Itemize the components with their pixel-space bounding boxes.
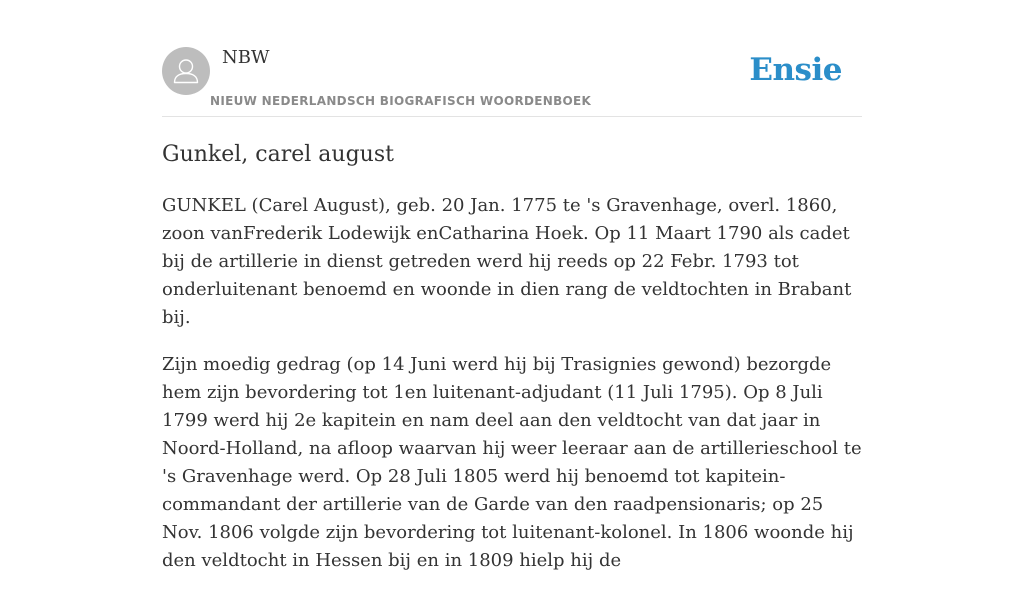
brand-logo[interactable]: Ensie: [749, 52, 842, 88]
user-silhouette-icon: [162, 47, 210, 95]
author-name[interactable]: NBW: [222, 47, 270, 68]
article-header: [162, 46, 862, 117]
article-paragraph: Zijn moedig gedrag (op 14 Juni werd hij bij Trasignies gewond) bezorgde hem zijn bevordering tot 1en luitenant-adjudant (11 Juli 1795). Op 8 Juli 1799 werd hij 2e kapitein en nam deel aan den veldtocht van dat jaar in Noord-Holland, na afloop waarvan hij weer leeraar aan de artillerieschool te 's Gravenhage werd. Op 28 Juli 1805 werd hij benoemd tot kapitein-commandant der artillerie van de Garde van den raadpensionaris; op 25 Nov. 1806 volgde zijn bevordering tot luitenant-kolonel. In 1806 woonde hij den veldtocht in Hessen bij en in 1809 hielp hij de: [162, 354, 862, 571]
author-avatar[interactable]: [162, 47, 210, 95]
article-title: Gunkel, carel august: [162, 142, 394, 167]
article-body: [162, 192, 862, 594]
article-paragraph: GUNKEL (Carel August), geb. 20 Jan. 1775 te 's Gravenhage, overl. 1860, zoon vanFrederik Lodewijk enCatharina Hoek. Op 11 Maart 1790 als cadet bij de artillerie in dienst getreden werd hij reeds op 22 Febr. 1793 tot onderluitenant benoemd en woonde in dien rang de veldtochten in Brabant bij.: [162, 195, 852, 328]
publication-name[interactable]: NIEUW NEDERLANDSCH BIOGRAFISCH WOORDENBOEK: [210, 94, 592, 108]
